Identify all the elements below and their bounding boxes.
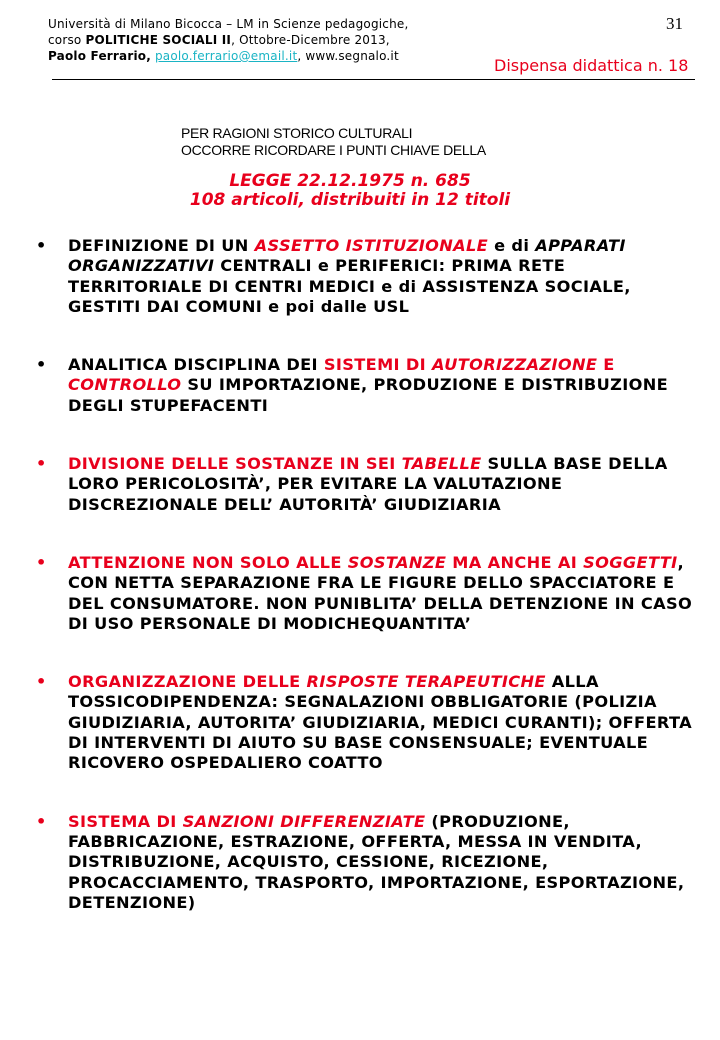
list-item-text: ATTENZIONE NON SOLO ALLE — [68, 552, 348, 572]
bullet-icon: • — [36, 454, 47, 474]
dispensa-label: Dispensa didattica n. 18 — [494, 56, 689, 75]
law-title-line-1: LEGGE 22.12.1975 n. 685 — [229, 171, 471, 191]
list-item — [34, 553, 704, 634]
header-line-2 — [48, 32, 409, 48]
key-points-list — [34, 236, 704, 913]
bullet-icon: • — [36, 672, 47, 692]
list-item — [34, 672, 704, 773]
bullet-icon: • — [36, 811, 47, 831]
list-item-text: ORGANIZZAZIONE DELLE — [68, 672, 307, 692]
list-item — [34, 355, 704, 416]
course-period: , Ottobre-Dicembre 2013, — [231, 33, 390, 47]
list-item-text: SU IMPORTAZIONE, PRODUZIONE E DISTRIBUZIONE DEGLI STUPEFACENTI — [68, 375, 668, 415]
course-prefix: corso — [48, 33, 86, 47]
intro-line-1: PER RAGIONI STORICO CULTURALI — [181, 125, 413, 141]
list-item-text: RISPOSTE TERAPEUTICHE — [306, 672, 546, 692]
list-item-text: MA ANCHE AI — [446, 552, 584, 572]
list-item-text: APPARATI ORGANIZZATIVI — [68, 236, 626, 276]
email-link[interactable]: paolo.ferrario@email.it — [154, 49, 298, 63]
list-item-text: TABELLE — [401, 454, 482, 474]
page-number: 31 — [666, 14, 683, 33]
website-text: , www.segnalo.it — [297, 49, 399, 63]
header-line-1: Università di Milano Bicocca – LM in Scienze pedagogiche, — [48, 17, 409, 31]
list-item-text: ASSETTO ISTITUZIONALE — [254, 236, 489, 255]
header-divider — [52, 79, 695, 80]
list-item-text: CENTRALI e PERIFERICI: PRIMA RETE TERRITORIALE DI CENTRI MEDICI e di ASSISTENZA SOCIALE, GESTITI DAI COMUNI e poi dalle USL — [68, 256, 631, 316]
bullet-icon: • — [36, 552, 47, 572]
list-item-text: (PRODUZIONE, FABBRICAZIONE, ESTRAZIONE, OFFERTA, MESSA IN VENDITA, DISTRIBUZIONE, ACQUISTO, CESSIONE, RICEZIONE, PROCACCIAMENTO, TRASPORTO, IMPORTAZIONE, ESPORTAZIONE, DETENZIONE) — [68, 811, 685, 912]
bullet-icon: • — [36, 355, 47, 375]
list-item-text: E — [597, 355, 615, 375]
intro-text — [181, 125, 486, 159]
list-item-text: SISTEMI DI — [323, 355, 433, 375]
course-name: POLITICHE SOCIALI II — [85, 33, 232, 47]
document-header — [48, 16, 409, 64]
list-item-text: SISTEMA DI — [68, 811, 183, 831]
list-item-text: SOGGETTI — [583, 552, 678, 572]
bullet-icon: • — [36, 236, 47, 255]
list-item-text: SANZIONI DIFFERENZIATE — [182, 811, 426, 831]
list-item-text: , CON NETTA SEPARAZIONE FRA LE FIGURE DELLO SPACCIATORE E DEL CONSUMATORE. NON PUNIBLITA’ DELLA DETENZIONE IN CASO DI USO PERSONALE DI MODICHEQUANTITA’ — [68, 552, 693, 633]
list-item-text: e di — [488, 236, 536, 255]
list-item — [34, 812, 704, 913]
intro-line-2: OCCORRE RICORDARE I PUNTI CHIAVE DELLA — [181, 142, 486, 158]
list-item-text: DEFINIZIONE DI UN — [68, 236, 255, 255]
law-title-line-2: 108 articoli, distribuiti in 12 titoli — [189, 190, 511, 210]
list-item-text: SULLA BASE DELLA LORO PERICOLOSITÀ’, PER EVITARE LA VALUTAZIONE DISCREZIONALE DELL’ AUTORITÀ’ GIUDIZIARIA — [68, 454, 668, 514]
author-name: Paolo Ferrario, — [48, 49, 151, 63]
list-item-text: ANALITICA DISCIPLINA DEI — [68, 355, 324, 375]
list-item-text: SOSTANZE — [347, 552, 447, 572]
list-item-text: CONTROLLO — [68, 375, 182, 395]
law-title — [160, 172, 540, 210]
list-item-text: DIVISIONE DELLE SOSTANZE IN SEI — [68, 454, 402, 474]
list-item-text: ALLA TOSSICODIPENDENZA: SEGNALAZIONI OBBLIGATORIE (POLIZIA GIUDIZIARIA, AUTORITA’ GIUDIZIARIA, MEDICI CURANTI); OFFERTA DI INTERVENTI DI AIUTO SU BASE CONSENSUALE; EVENTUALE RICOVERO OSPEDALIERO COATTO — [68, 672, 692, 773]
list-item — [34, 236, 704, 317]
list-item — [34, 454, 704, 515]
list-item-text: AUTORIZZAZIONE — [432, 355, 598, 375]
header-line-3 — [48, 48, 409, 64]
